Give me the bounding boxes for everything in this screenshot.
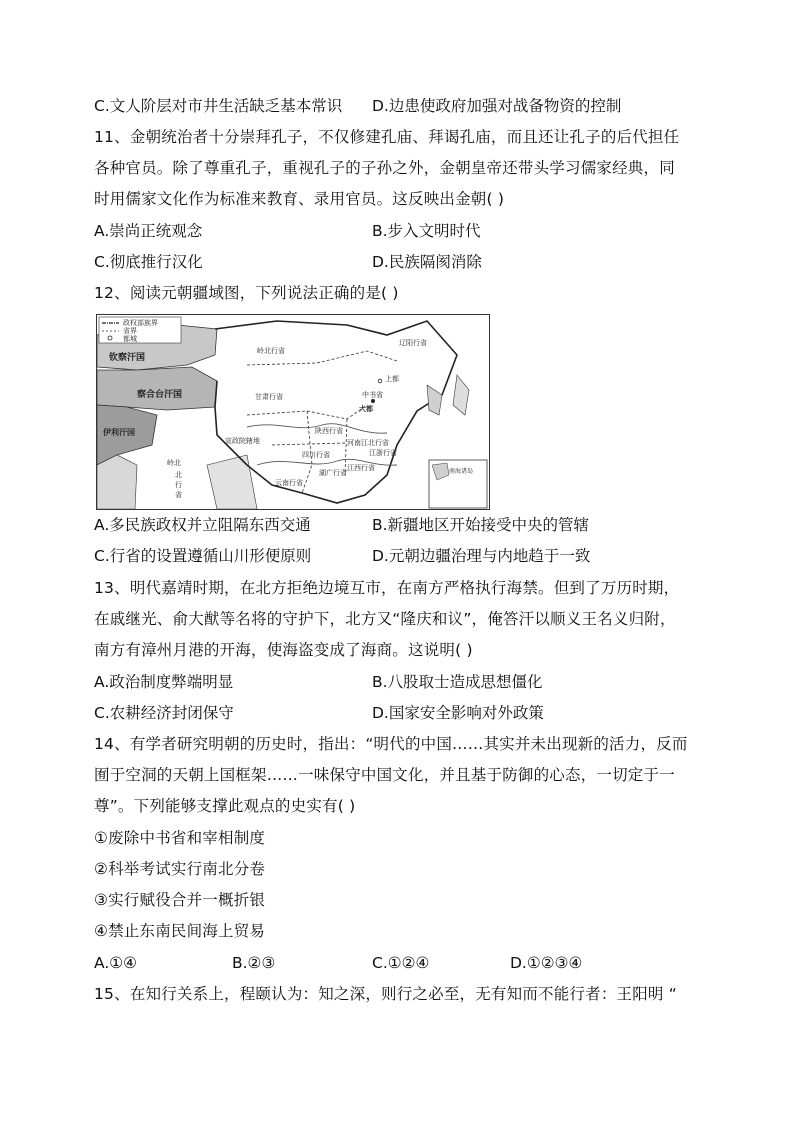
map-legend-province-border: 省界 — [123, 327, 137, 335]
q11-stem-line-3: 时用儒家文化作为标准来教育、录用官员。这反映出金朝( ) — [94, 190, 505, 208]
q14-item-1: ①废除中书省和宰相制度 — [94, 829, 266, 847]
q14-item-4: ④禁止东南民间海上贸易 — [94, 922, 266, 940]
map-label-gansu: 甘肃行省 — [255, 393, 283, 401]
q10-option-c: C.文人阶层对市井生活缺乏基本常识 — [94, 97, 343, 115]
map-label-kipchak: 钦察汗国 — [109, 353, 146, 363]
map-label-bei: 北 — [175, 471, 182, 479]
map-label-sheng: 省 — [175, 491, 182, 499]
q13-option-b: B.八股取士造成思想僵化 — [372, 673, 543, 691]
q12-option-a: A.多民族政权并立阻隔东西交通 — [94, 516, 311, 534]
q13-option-a: A.政治制度弊端明显 — [94, 673, 234, 691]
map-label-lingbei-small: 岭北 — [167, 459, 181, 467]
q11-stem-line-2: 各种官员。除了尊重孔子，重视孔子的子孙之外，金朝皇帝还带头学习儒家经典，同 — [94, 159, 675, 177]
q14-item-3: ③实行赋役合并一概折银 — [94, 891, 266, 909]
q14-option-b: B.②③ — [232, 954, 276, 972]
q14-stem-line-3: 尊”。下列能够支撑此观点的史实有( ) — [94, 797, 356, 815]
map-label-ilkhanate: 伊利汗国 — [103, 428, 135, 437]
q14-stem-line-1: 14、有学者研究明朝的历史时，指出：“明代的中国……其实并未出现新的活力，反而 — [94, 735, 688, 753]
map-label-sichuan: 四川行省 — [302, 451, 330, 459]
map-label-jiangzhe: 江浙行省 — [369, 449, 397, 457]
map-label-chagatai: 察合台汗国 — [137, 390, 183, 400]
map-label-shaanxi: 陕西行省 — [315, 427, 343, 435]
map-label-liaoyang: 辽阳行省 — [399, 339, 427, 347]
q13-option-d: D.国家安全影响对外政策 — [372, 704, 544, 722]
yuan-territory-map — [96, 314, 490, 510]
q14-option-a: A.①④ — [94, 954, 138, 972]
map-label-yunnan: 云南行省 — [275, 479, 303, 487]
q12-option-d: D.元朝边疆治理与内地趋于一致 — [372, 547, 591, 565]
q14-item-2: ②科举考试实行南北分卷 — [94, 860, 266, 878]
q11-stem-line-1: 11、金朝统治者十分崇拜孔子，不仅修建孔庙、拜谒孔庙，而且还让孔子的后代担任 — [94, 128, 680, 146]
q13-option-c: C.农耕经济封闭保守 — [94, 704, 234, 722]
q11-option-a: A.崇尚正统观念 — [94, 222, 203, 240]
q11-option-c: C.彻底推行汉化 — [94, 253, 203, 271]
q13-stem-line-1: 13、明代嘉靖时期，在北方拒绝边境互市，在南方严格执行海禁。但到了万历时期， — [94, 579, 680, 597]
map-label-nanhai: 南海诸岛 — [449, 468, 474, 475]
q13-stem-line-2: 在戚继光、俞大猷等名将的守护下，北方又“隆庆和议”，俺答汗以顺义王名义归附， — [94, 610, 676, 628]
q14-option-d: D.①②③④ — [510, 954, 583, 972]
map-label-henan-jiangbei: 河南江北行省 — [347, 439, 389, 447]
map-label-xuanzhengyuan: 宣政院辖地 — [225, 437, 260, 445]
q12-stem: 12、阅读元朝疆域图，下列说法正确的是( ) — [94, 284, 399, 302]
q11-option-d: D.民族隔阂消除 — [372, 253, 482, 271]
map-legend-border: 政权部族界 — [123, 319, 158, 327]
q10-option-d: D.边患使政府加强对战备物资的控制 — [372, 97, 622, 115]
q11-option-b: B.步入文明时代 — [372, 222, 481, 240]
q13-stem-line-3: 南方有漳州月港的开海，使海盗变成了海商。这说明( ) — [94, 641, 473, 659]
map-legend-capital: 都城 — [123, 335, 137, 343]
map-label-dadu: 大都 — [359, 405, 373, 413]
map-label-zhongshu: 中书省 — [362, 391, 383, 399]
q12-option-c: C.行省的设置遵循山川形便原则 — [94, 547, 312, 565]
q12-option-b: B.新疆地区开始接受中央的管辖 — [372, 516, 590, 534]
map-label-shangdu: 上都 — [385, 375, 399, 383]
map-label-jiangxi: 江西行省 — [347, 464, 375, 472]
q14-stem-line-2: 囿于空洞的天朝上国框架……一味保守中国文化，并且基于防御的心态，一切定于一 — [94, 766, 675, 784]
q14-option-c: C.①②④ — [372, 954, 430, 972]
map-label-huguang: 湖广行省 — [319, 469, 347, 477]
map-label-lingbei: 岭北行省 — [257, 347, 285, 355]
map-label-xing: 行 — [175, 481, 182, 489]
q15-stem-line-1: 15、在知行关系上，程颐认为：知之深，则行之必至，无有知而不能行者：王阳明 “ — [94, 985, 677, 1003]
